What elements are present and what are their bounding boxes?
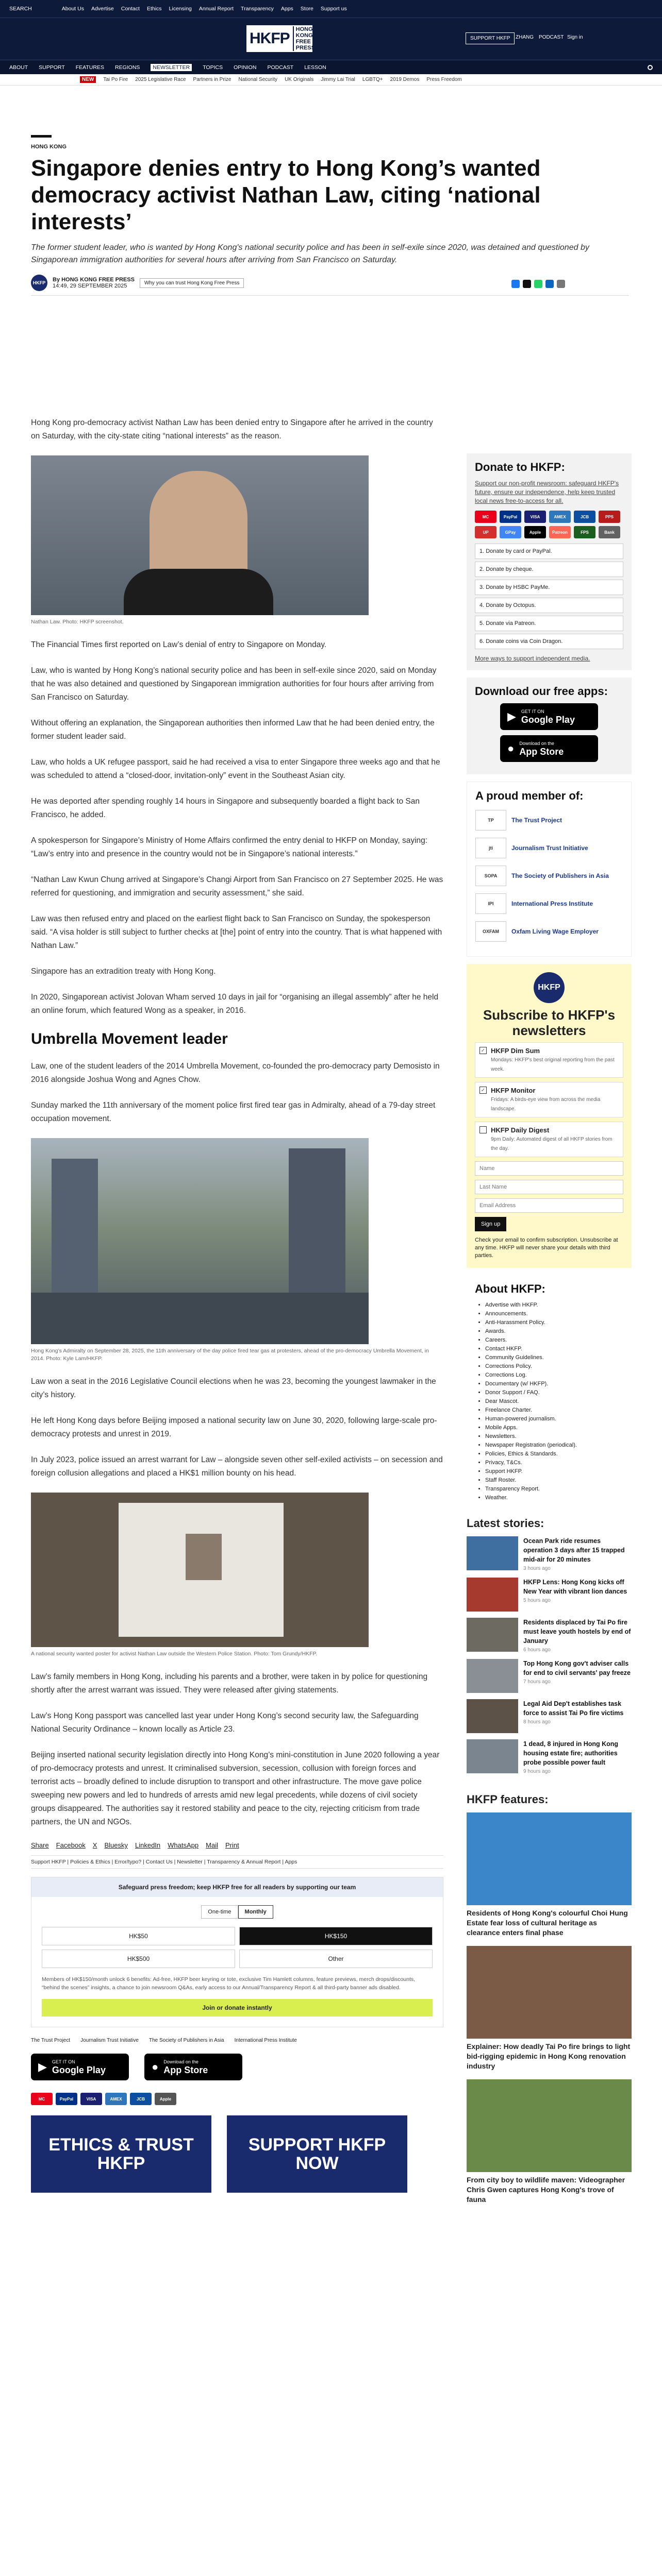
share-bar (31, 1841, 443, 1849)
footer-link[interactable]: Support HKFP (31, 1859, 66, 1865)
paragraph: Law won a seat in the 2016 Legislative Council elections when he was 23, becoming the youngest lawmaker in the city’s history. (31, 1377, 436, 1399)
story-item[interactable] (467, 1618, 632, 1653)
signin-link[interactable]: Sign in (567, 35, 583, 40)
nav-about[interactable]: ABOUT (9, 64, 28, 71)
share-mail[interactable]: Mail (206, 1841, 218, 1849)
googlepay-icon: GPay (500, 526, 521, 538)
member-logo[interactable]: The Society of Publishers in Asia (148, 2038, 224, 2043)
badge-text: App Store (519, 746, 564, 757)
badge-small-text: GET IT ON (521, 708, 544, 714)
amount-other[interactable]: Other (239, 1950, 433, 1968)
newsletter-desc: Mondays: HKFP's best original reporting from the past week. (491, 1057, 615, 1072)
trending-item[interactable]: Partners in Prize (193, 77, 231, 82)
about-link[interactable]: • Mobile Apps. (485, 1423, 623, 1432)
donate-card (467, 453, 632, 670)
checkbox-checked-icon[interactable]: ✓ (479, 1087, 487, 1094)
play-icon: ▶ (507, 710, 516, 723)
member-name: The Society of Publishers in Asia (511, 872, 609, 879)
trust-button[interactable]: Why you can trust Hong Kong Free Press (140, 278, 244, 288)
story-title: Legal Aid Dep't establishes task force to assist Tai Po fire victims (523, 1700, 624, 1717)
support-banner[interactable]: SUPPORT HKFP NOW (227, 2115, 407, 2193)
donate-option[interactable]: 3. Donate by HSBC PayMe. (475, 580, 623, 595)
amex-icon: AMEX (549, 511, 571, 523)
search-icon[interactable] (648, 65, 653, 70)
amount-50[interactable]: HK$50 (42, 1927, 235, 1945)
story-time: 5 hours ago (523, 1598, 551, 1603)
more-ways-link[interactable]: More ways to support independent media. (475, 655, 590, 662)
wanted-poster-photo (31, 1493, 369, 1647)
newsletter-desc: Fridays: A birds-eye view from across the media landscape. (491, 1097, 601, 1112)
donate-header: Safeguard press freedom; keep HKFP free for all readers by supporting our team (31, 1877, 443, 1897)
support-hkfp-button[interactable]: SUPPORT HKFP (466, 32, 515, 44)
trending-bar (0, 74, 662, 86)
about-link[interactable]: • Community Guidelines. (485, 1353, 623, 1362)
about-link[interactable]: • Privacy, T&Cs. (485, 1459, 623, 1467)
story-thumb (467, 1739, 518, 1773)
paragraph: The Financial Times first reported on Law’s denial of entry to Singapore on Monday. (31, 640, 327, 649)
about-link[interactable]: • Documentary (w/ HKFP). (485, 1380, 623, 1388)
photo-caption: A national security wanted poster for activist Nathan Law outside the Western Police Station. Photo: Tom Grundy/HKFP. (31, 1651, 318, 1657)
donate-option[interactable]: 6. Donate coins via Coin Dragon. (475, 634, 623, 649)
paragraph: Sunday marked the 11th anniversary of the moment police first fired tear gas in Admiralty, ahead of a 79-day street occupation movement. (31, 1101, 436, 1123)
about-link[interactable]: About Us (61, 6, 84, 12)
visa-icon: VISA (524, 511, 546, 523)
about-link[interactable]: • Dear Mascot. (485, 1397, 623, 1406)
about-title: About HKFP: (475, 1282, 545, 1295)
paragraph: Law’s Hong Kong passport was cancelled last year under Hong Kong’s second security law, the Safeguarding National Security Ordinance – known locally as Article 23. (31, 1711, 419, 1734)
advertise-link[interactable]: Advertise (91, 6, 114, 12)
applepay-icon: Apple (524, 526, 546, 538)
features-title: HKFP features: (467, 1793, 549, 1806)
nav-opinion[interactable]: OPINION (234, 64, 257, 71)
logo-line2: FREE PRESS (295, 39, 315, 51)
about-link[interactable]: • Weather. (485, 1494, 623, 1502)
facebook-icon[interactable] (511, 280, 520, 288)
paragraph: Law, who is wanted by Hong Kong’s national security police and has been in self-exile since 2020, said on Monday that he was also detained and questioned by Singaporean immigration authorities for four hours after arriving from San Francisco on Saturday. (31, 666, 437, 702)
tab-one-time[interactable]: One-time (201, 1905, 238, 1919)
badge-text: Google Play (521, 714, 575, 725)
paragraph: In 2020, Singaporean activist Jolovan Wham served 10 days in jail for “organising an illegal assembly” after he held an online forum, which featured Wong as a speaker, in 2016. (31, 993, 439, 1015)
paypal-icon: PayPal (56, 2093, 77, 2105)
latest-title: Latest stories: (467, 1517, 544, 1530)
photo-caption: Nathan Law. Photo: HKFP screenshot. (31, 619, 124, 625)
member-item[interactable] (475, 866, 623, 886)
about-card (467, 1275, 632, 1510)
fps-icon: FPS (574, 526, 595, 538)
transparency-link[interactable]: Transparency (241, 6, 274, 12)
paypal-icon: PayPal (500, 511, 521, 523)
story-thumb (467, 1578, 518, 1612)
latest-stories (467, 1517, 632, 1786)
amount-options (31, 1927, 443, 1968)
visa-icon: VISA (80, 2093, 102, 2105)
about-link[interactable]: • Advertise with HKFP. (485, 1301, 623, 1310)
paragraph: Singapore has an extradition treaty with Hong Kong. (31, 967, 216, 976)
apps-card (467, 677, 632, 774)
paragraph: Hong Kong pro-democracy activist Nathan Law has been denied entry to Singapore after he arrived in the country on Saturday, with the city-state citing “national interests” as the reason. (31, 418, 433, 440)
road-shape (31, 1293, 369, 1344)
nav-topics[interactable]: TOPICS (203, 64, 223, 71)
logo-line1: HONG KONG (295, 26, 313, 39)
article-title: Singapore denies entry to Hong Kong’s wanted democracy activist Nathan Law, citing ‘national interests’ (31, 156, 541, 234)
feature-title[interactable]: Explainer: How deadly Tai Po fire brings to light bid-rigging epidemic in Hong Kong renovation industry (467, 2042, 631, 2070)
apple-icon: ● (507, 742, 515, 755)
story-time: 7 hours ago (523, 1679, 551, 1685)
about-link[interactable]: • Newspaper Registration (periodical). (485, 1441, 623, 1450)
nav-regions[interactable]: REGIONS (114, 64, 140, 71)
about-link[interactable]: • Announcements. (485, 1310, 623, 1318)
apps-link[interactable]: Apps (280, 6, 293, 12)
ethics-banner[interactable]: ETHICS & TRUST HKFP (31, 2115, 211, 2193)
app-badges-row (31, 2054, 443, 2080)
share-bluesky[interactable]: Bluesky (104, 1841, 128, 1849)
x-icon[interactable] (523, 280, 531, 288)
trending-item[interactable]: 2025 Legislative Race (135, 77, 186, 82)
mastercard-icon: MC (31, 2093, 53, 2105)
footer-link[interactable]: Newsletter (177, 1859, 203, 1865)
apple-icon: ● (152, 2060, 159, 2073)
paragraph: He was deported after spending roughly 14 hours in Singapore and subsequently boarded a flight back to San Francisco, he added. (31, 797, 420, 819)
hkfp-logo: HKFP (534, 972, 565, 1003)
amount-150[interactable]: HK$150 (239, 1927, 433, 1945)
top-bar (0, 0, 662, 18)
logo-text (293, 26, 315, 51)
last-name-field[interactable]: Last Name (475, 1180, 623, 1194)
nav-support[interactable]: SUPPORT (39, 64, 65, 71)
paragraph: In July 2023, police issued an arrest warrant for Law – alongside seven other self-exiled activists – on secession and foreign collusion allegations and placed a HK$1 million bounty on his head. (31, 1455, 443, 1478)
share-whatsapp[interactable]: WhatsApp (168, 1841, 199, 1849)
member-item[interactable] (475, 810, 623, 831)
features (467, 1793, 632, 2205)
hkfp-logo[interactable] (246, 25, 315, 52)
share-facebook[interactable]: Facebook (56, 1841, 86, 1849)
paragraph: A spokesperson for Singapore’s Ministry of Home Affairs confirmed the entry denial to HKFP on Monday, saying: “Law’s entry into and presence in the country would not be in Singapore’s national interests.” (31, 836, 428, 858)
newsletter-name: HKFP Dim Sum (491, 1047, 540, 1055)
about-link[interactable]: • Policies, Ethics & Standards. (485, 1450, 623, 1459)
licensing-link[interactable]: Licensing (169, 6, 192, 12)
newsletter-option[interactable] (475, 1122, 623, 1157)
newsletter-name: HKFP Monitor (491, 1087, 536, 1094)
donate-tabs (31, 1905, 443, 1919)
whatsapp-icon[interactable] (534, 280, 542, 288)
story-thumb (467, 1536, 518, 1570)
story-title: Ocean Park ride resumes operation 3 days after 15 trapped mid-air for 20 minutes (523, 1537, 625, 1563)
story-title: Residents displaced by Tai Po fire must leave youth hostels by end of January (523, 1619, 631, 1645)
podcast-link[interactable]: PODCAST (539, 35, 564, 40)
trending-item[interactable]: Jimmy Lai Trial (321, 77, 355, 82)
article-category[interactable]: HONG KONG (31, 144, 67, 150)
badge-text: Google Play (52, 2064, 106, 2075)
story-time: 8 hours ago (523, 1719, 551, 1725)
share-link[interactable]: Share (31, 1841, 49, 1849)
about-link[interactable]: • Corrections Log. (485, 1371, 623, 1380)
bank-icon: Bank (599, 526, 620, 538)
about-link[interactable]: • Support HKFP. (485, 1467, 623, 1476)
tab-monthly[interactable]: Monthly (238, 1905, 273, 1919)
feature-thumb[interactable] (467, 1812, 632, 1905)
main-nav (0, 60, 662, 74)
app-store-badge[interactable] (144, 2054, 242, 2080)
share-x[interactable]: X (92, 1841, 97, 1849)
badge-small-text: GET IT ON (52, 2059, 75, 2064)
annual-link[interactable]: Annual Report (198, 6, 234, 12)
member-name: Journalism Trust Initiative (511, 844, 588, 852)
apps-title: Download our free apps: (475, 685, 608, 698)
amount-500[interactable]: HK$500 (42, 1950, 235, 1968)
story-time: 3 hours ago (523, 1566, 551, 1571)
photo-caption: Hong Kong’s Admiralty on September 28, 2025, the 11th anniversary of the day police fired tear gas at protesters, ahead of the pro-democracy Umbrella Movement, in 2014. Photo: Kyle Lam/HKFP. (31, 1348, 429, 1362)
newsletter-option[interactable] (475, 1042, 623, 1078)
section-heading: Umbrella Movement leader (31, 1030, 228, 1047)
newsletter-title: Subscribe to HKFP's newsletters (483, 1007, 616, 1038)
share-linkedin[interactable]: LinkedIn (135, 1841, 161, 1849)
logo-mark: HKFP (250, 30, 290, 47)
paragraph: He left Hong Kong days before Beijing imposed a national security law on June 30, 2020, following large-scale pro-democracy protests and unrest in 2019. (31, 1416, 437, 1438)
about-link[interactable]: • Anti-Harassment Policy. (485, 1318, 623, 1327)
article-header (31, 135, 629, 296)
member-logos-row (31, 2038, 443, 2043)
checkbox-checked-icon[interactable]: ✓ (479, 1047, 487, 1054)
about-link[interactable]: • Freelance Charter. (485, 1406, 623, 1415)
brand-bar (0, 18, 662, 60)
article-body (31, 416, 443, 2193)
member-title: A proud member of: (475, 789, 584, 802)
applepay-icon: Apple (155, 2093, 176, 2105)
newsletter-name: HKFP Daily Digest (491, 1126, 550, 1134)
feature-thumb[interactable] (467, 1946, 632, 2039)
patreon-icon: Patreon (549, 526, 571, 538)
story-time: 9 hours ago (523, 1769, 551, 1774)
jti-logo: jti (475, 838, 506, 858)
member-item[interactable] (475, 921, 623, 942)
person-shirt (124, 569, 273, 615)
about-link[interactable]: • Newsletters. (485, 1432, 623, 1441)
about-link[interactable]: • Awards. (485, 1327, 623, 1336)
pps-icon: PPS (599, 511, 620, 523)
support-link[interactable]: Support us (320, 6, 347, 12)
nathan-law-photo (31, 455, 369, 615)
author-avatar: HKFP (31, 275, 47, 291)
story-title: Top Hong Kong gov't adviser calls for end to civil servants' pay freeze (523, 1660, 631, 1676)
search-link[interactable]: SEARCH (9, 6, 32, 12)
story-item[interactable] (467, 1536, 632, 1571)
paragraph: Without offering an explanation, the Singaporean authorities then informed Law that he had been denied entry, the former student leader said. (31, 719, 435, 741)
donate-text[interactable]: Support our non-profit newsroom: safeguard HKFP's future, ensure our independence, help keep trusted local news free-to-access for all. (475, 480, 619, 504)
building-shape (52, 1159, 98, 1313)
building-shape (289, 1148, 345, 1313)
footer-link[interactable]: Apps (285, 1859, 297, 1865)
paragraph: “Nathan Law Kwun Chung arrived at Singapore’s Changi Airport from San Francisco on 27 September 2025. He was referred for questioning, and immigration and security assessment,” she said. (31, 875, 443, 897)
join-button[interactable]: Join or donate instantly (42, 1999, 433, 2016)
about-link[interactable]: • Contact HKFP. (485, 1345, 623, 1353)
member-name: Oxfam Living Wage Employer (511, 928, 599, 935)
signup-button[interactable]: Sign up (475, 1217, 506, 1231)
paragraph: Law, one of the student leaders of the 2014 Umbrella Movement, co-founded the pro-democracy party Demosisto in 2016 alongside Joshua Wong and Agnes Chow. (31, 1062, 440, 1084)
story-time: 6 hours ago (523, 1647, 551, 1653)
story-title: 1 dead, 8 injured in Hong Kong housing estate fire; authorities probe possible power fault (523, 1740, 619, 1766)
donate-option[interactable]: 4. Donate by Octopus. (475, 598, 623, 613)
member-benefits: Members of HK$150/month unlock 6 benefits: Ad-free, HKFP beer keyring or tote, exclusive Tim Hamlett columns, feature previews, merch drops/discounts, “behind the scenes” insights, a chance to join newsroom Q&As, early access to our Annual/Transparency Report & all third-party banner ads disabled. (42, 1976, 416, 1991)
donate-title: Donate to HKFP: (475, 461, 565, 473)
language-link[interactable]: ZHANG (516, 35, 534, 40)
member-name: International Press Institute (511, 900, 593, 907)
member-logo[interactable]: International Press Institute (234, 2038, 297, 2043)
payment-icons (31, 2093, 443, 2105)
payment-icons (475, 511, 623, 538)
article-deck: The former student leader, who is wanted by Hong Kong's national security police and has been in self-exile since 2020, was detained and questioned by Singaporean immigration authorities for several hours after arriving from San Francisco on Saturday. (31, 243, 589, 264)
email-field[interactable]: Email Address (475, 1198, 623, 1213)
admiralty-photo (31, 1138, 369, 1344)
about-link[interactable]: • Transparency Report. (485, 1485, 623, 1494)
nav-podcast[interactable]: PODCAST (267, 64, 294, 71)
footer-link[interactable]: Policies & Ethics (70, 1859, 110, 1865)
byline-text (53, 277, 135, 289)
unionpay-icon: UP (475, 526, 496, 538)
about-link[interactable]: • Careers. (485, 1336, 623, 1345)
feature-title[interactable]: Residents of Hong Kong's colourful Choi Hung Estate fear loss of cultural heritage as clearance enters final phase (467, 1909, 628, 1937)
story-thumb (467, 1659, 518, 1693)
play-icon: ▶ (38, 2060, 47, 2073)
checkbox-icon[interactable] (479, 1126, 487, 1133)
sopa-logo: SOPA (475, 866, 506, 886)
linkedin-icon[interactable] (545, 280, 554, 288)
donate-box (31, 1877, 443, 2027)
story-thumb (467, 1618, 518, 1652)
badge-small-text: Download on the (519, 740, 554, 746)
newsletter-option[interactable] (475, 1082, 623, 1117)
jcb-icon: JCB (574, 511, 595, 523)
member-item[interactable] (475, 838, 623, 858)
first-name-field[interactable]: Name (475, 1161, 623, 1176)
story-item[interactable] (467, 1699, 632, 1733)
about-list (475, 1301, 623, 1502)
jcb-icon: JCB (130, 2093, 152, 2105)
member-name: The Trust Project (511, 817, 562, 824)
member-card (467, 782, 632, 957)
divider (31, 135, 52, 138)
about-link[interactable]: • Human-powered journalism. (485, 1415, 623, 1423)
story-item[interactable] (467, 1659, 632, 1693)
ethics-link[interactable]: Ethics (146, 6, 162, 12)
badge-small-text: Download on the (163, 2059, 198, 2064)
trending-item[interactable]: 2019 Demos (390, 77, 420, 82)
footer-link[interactable]: Contact Us (145, 1859, 173, 1865)
newsletter-desc: 9pm Daily: Automated digest of all HKFP stories from the day. (491, 1137, 613, 1151)
feature-title[interactable]: From city boy to wildlife maven: Videographer Chris Gwen captures Hong Kong's trove of fauna (467, 2176, 625, 2204)
badge-text: App Store (163, 2064, 208, 2075)
promo-banners (31, 2115, 443, 2193)
donate-option[interactable]: 5. Donate via Patreon. (475, 616, 623, 631)
poster-photo (186, 1534, 222, 1580)
nav-newsletter[interactable]: NEWSLETTER (151, 64, 192, 71)
nav-lesson[interactable]: LESSON (304, 64, 326, 71)
about-link[interactable]: • Staff Roster. (485, 1476, 623, 1485)
newsletter-note: Check your email to confirm subscription. Unsubscribe at any time. HKFP will never share your details with third parties. (475, 1237, 618, 1259)
story-title: HKFP Lens: Hong Kong kicks off New Year with vibrant lion dances (523, 1579, 627, 1595)
oxfam-logo: OXFAM (475, 921, 506, 942)
nav-features[interactable]: FEATURES (75, 64, 104, 71)
donate-option[interactable]: 1. Donate by card or PayPal. (475, 544, 623, 559)
about-link[interactable]: • Corrections Policy. (485, 1362, 623, 1371)
share-icons (511, 280, 629, 288)
paragraph: Law’s family members in Hong Kong, including his parents and a brother, were taken in by police for questioning shortly after the arrest warrant was issued. They were released after giving statements. (31, 1672, 428, 1694)
amex-icon: AMEX (105, 2093, 127, 2105)
paragraph: Beijing inserted national security legislation directly into Hong Kong’s mini-constitution in June 2020 following a year of pro-democracy protests and unrest. It criminalised subversion, secession, collusion with foreign forces and terrorist acts – broadly defined to include disruption to transport and other infrastructure. The move gave police sweeping new powers and led to hundreds of arrests amid new legal precedents, while dozens of civil society groups disappeared. The authorities say it restored stability and peace to the city, rejecting criticism from trade partners, the UN and NGOs. (31, 1751, 440, 1826)
about-link[interactable]: • Donor Support / FAQ. (485, 1388, 623, 1397)
donate-option[interactable]: 2. Donate by cheque. (475, 562, 623, 577)
story-thumb (467, 1699, 518, 1733)
feature-thumb[interactable] (467, 2079, 632, 2172)
member-item[interactable] (475, 893, 623, 914)
member-logo[interactable]: Journalism Trust Initiative (80, 2038, 139, 2043)
story-item[interactable] (467, 1739, 632, 1774)
share-print[interactable]: Print (225, 1841, 239, 1849)
author[interactable]: By HONG KONG FREE PRESS (53, 277, 135, 283)
article-footer-links: Support HKFP | Policies & Ethics | Error/typo? | Contact Us | Newsletter | Transparency & Annual Report | Apps (31, 1855, 443, 1869)
sidebar (467, 453, 632, 2213)
newsletter-card (467, 964, 632, 1268)
publish-date: 14:49, 29 SEPTEMBER 2025 (53, 283, 127, 289)
google-play-badge[interactable] (31, 2054, 129, 2080)
mastercard-icon: MC (475, 511, 496, 523)
trust-project-logo: TP (475, 810, 506, 831)
app-store-badge[interactable] (500, 735, 598, 762)
footer-link[interactable]: Error/typo? (114, 1859, 142, 1865)
store-link[interactable]: Store (300, 6, 313, 12)
mail-icon[interactable] (557, 280, 565, 288)
story-item[interactable] (467, 1578, 632, 1612)
footer-link[interactable]: Transparency & Annual Report (207, 1859, 281, 1865)
member-logo[interactable]: The Trust Project (31, 2038, 71, 2043)
contact-link[interactable]: Contact (121, 6, 140, 12)
new-badge: NEW (80, 76, 96, 83)
trending-item[interactable]: Tai Po Fire (103, 77, 128, 82)
ipi-logo: IPI (475, 893, 506, 914)
trending-item[interactable]: National Security (238, 77, 278, 82)
trending-item[interactable]: LGBTQ+ (362, 77, 383, 82)
divider (31, 295, 629, 296)
trending-item[interactable]: Press Freedom (426, 77, 462, 82)
paragraph: Law was then refused entry and placed on the earliest flight back to San Francisco on Sunday, the spokesperson said. “A visa holder is still subject to further checks at [the] point of entry into the country. That is what happened with Nathan Law.” (31, 914, 442, 950)
trending-item[interactable]: UK Originals (285, 77, 314, 82)
google-play-badge[interactable] (500, 703, 598, 730)
paragraph: Law, who holds a UK refugee passport, said he had received a visa to enter Singapore three weeks ago and that he was scheduled to attend a “closed-door, invitation-only” event in the Southeast Asian city. (31, 758, 440, 780)
